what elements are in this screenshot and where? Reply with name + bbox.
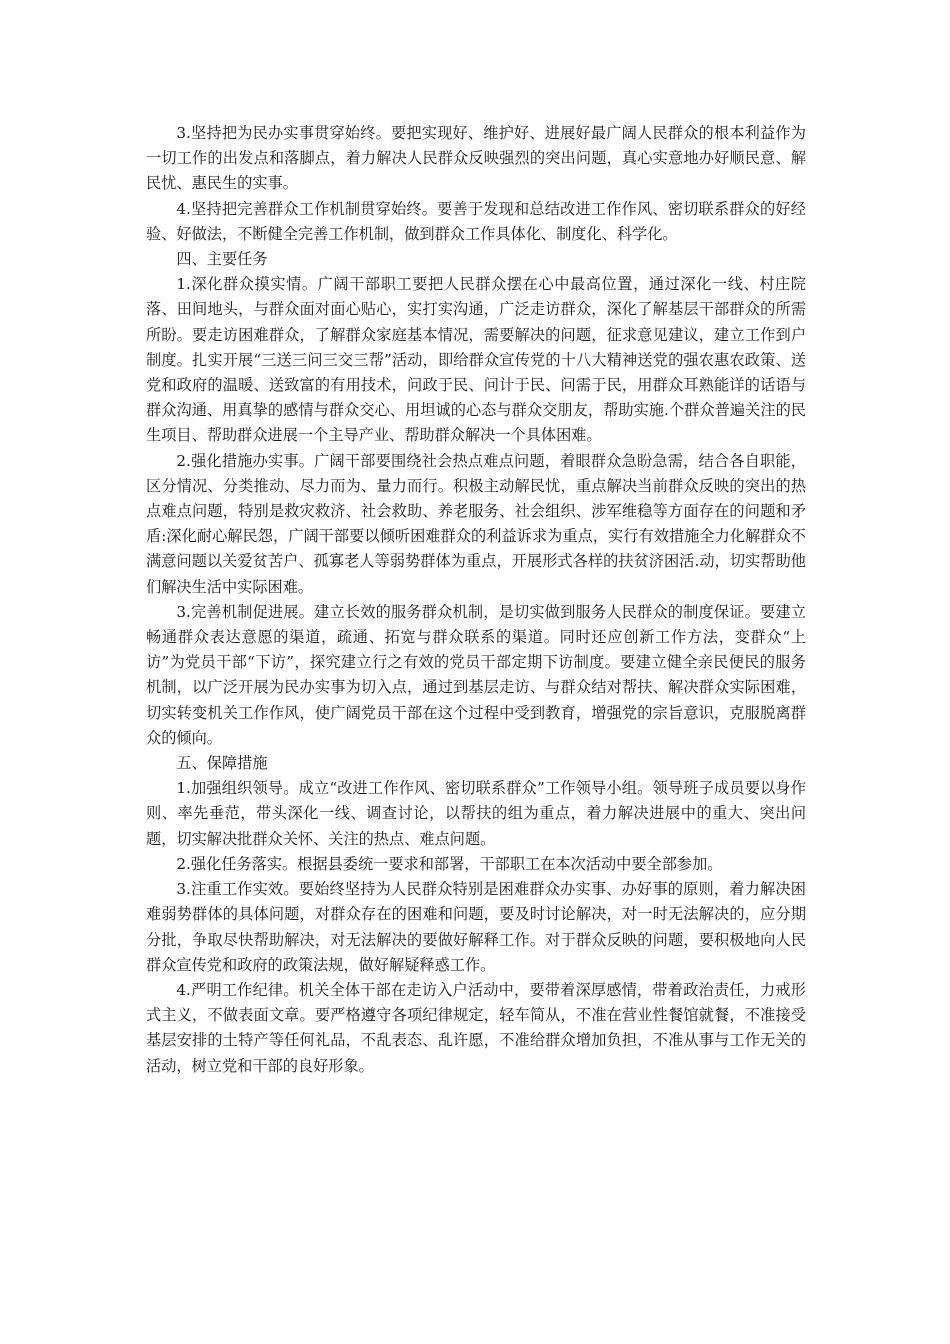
section-heading-main-tasks: 四、主要任务 xyxy=(176,250,268,269)
paragraph-principle-4: 4.坚持把完善群众工作机制贯穿始终。要善于发现和总结改进工作作风、密切联系群众的好经验、好做法，不断健全完善工作机制，做到群众工作具体化、制度化、科学化。 xyxy=(146,199,806,243)
paragraph-safeguard-1: 1.加强组织领导。成立“改进工作作风、密切联系群众”工作领导小组。领导班子成员要以身作则、率先垂范，带头深化一线、调查讨论，以帮扶的组为重点，着力解决进展中的重大、突出问题，切实解决批群众关怀、关注的热点、难点问题。 xyxy=(146,779,806,848)
paragraph-safeguard-3: 3.注重工作实效。要始终坚持为人民群众特别是困难群众办实事、办好事的原则，着力解决困难弱势群体的具体问题，对群众存在的困难和问题，要及时讨论解决，对一时无法解决的，应分期分批，争取尽快帮助解决，对无法解决的要做好解释工作。对于群众反映的问题，要积极地向人民群众宣传党和政府的政策法规，做好解疑释惑工作。 xyxy=(146,880,806,974)
paragraph-task-1: 1.深化群众摸实情。广阔干部职工要把人民群众摆在心中最高位置，通过深化一线、村庄院落、田间地头，与群众面对面心贴心，实打实沟通，广泛走访群众，深化了解基层干部群众的所需所盼。要走访困难群众，了解群众家庭基本情况，需要解决的问题，征求意见建议，建立工作到户制度。扎实开展“三送三问三交三帮”活动，即给群众宣传党的十八大精神送党的强农惠农政策、送党和政府的温暖、送致富的有用技术，问政于民、问计于民、问需于民，用群众耳熟能详的话语与群众沟通、用真挚的感情与群众交心、用坦诚的心态与群众交朋友，帮助实施.个群众普遍关注的民生项目、帮助群众进展一个主导产业、帮助群众解决一个具体困难。 xyxy=(146,275,806,445)
paragraph-task-2: 2.强化措施办实事。广阔干部要围绕社会热点难点问题，着眼群众急盼急需，结合各自职能，区分情况、分类推动、尽力而为、量力而行。积极主动解民忧，重点解决当前群众反映的突出的热点难点问题，特别是救灾救济、社会救助、养老服务、社会组织、涉军维稳等方面存在的问题和矛盾:深化耐心解民怨，广阔干部要以倾听困难群众的利益诉求为重点，实行有效措施全力化解群众不满意问题以关爱贫苦户、孤寡老人等弱势群体为重点，开展形式各样的扶贫济困活.动，切实帮助他们解决生活中实际困难。 xyxy=(146,451,806,596)
paragraph-safeguard-4: 4.严明工作纪律。机关全体干部在走访入户活动中，要带着深厚感情，带着政治责任，力戒形式主义，不做表面文章。要严格遵守各项纪律规定，轻车简从，不准在营业性餐馆就餐，不准接受基层安排的土特产等任何礼品，不乱表态、乱许愿，不准给群众增加负担，不准从事与工作无关的活动，树立党和干部的良好形象。 xyxy=(146,980,806,1075)
document-body xyxy=(146,121,806,1079)
paragraph-task-3: 3.完善机制促进展。建立长效的服务群众机制，是切实做到服务人民群众的制度保证。要建立畅通群众表达意愿的渠道，疏通、拓宽与群众联系的渠道。同时还应创新工作方法，变群众“上访”为党员干部“下访”，探究建立行之有效的党员干部定期下访制度。要建立健全亲民便民的服务机制，以广泛开展为民办实事为切入点，通过到基层走访、与群众结对帮扶、解决群众实际困难，切实转变机关工作作风，使广阔党员干部在这个过程中受到教育，增强党的宗旨意识，克服脱离群众的倾向。 xyxy=(146,602,806,747)
section-heading-safeguards: 五、保障措施 xyxy=(176,754,268,773)
paragraph-safeguard-2: 2.强化任务落实。根据县委统一要求和部署，干部职工在本次活动中要全部参加。 xyxy=(176,854,723,873)
paragraph-principle-3: 3.坚持把为民办实事贯穿始终。要把实现好、维护好、进展好最广阔人民群众的根本利益作为一切工作的出发点和落脚点，着力解决人民群众反映强烈的突出问题，真心实意地办好顺民意、解民忧、惠民生的实事。 xyxy=(146,124,806,193)
